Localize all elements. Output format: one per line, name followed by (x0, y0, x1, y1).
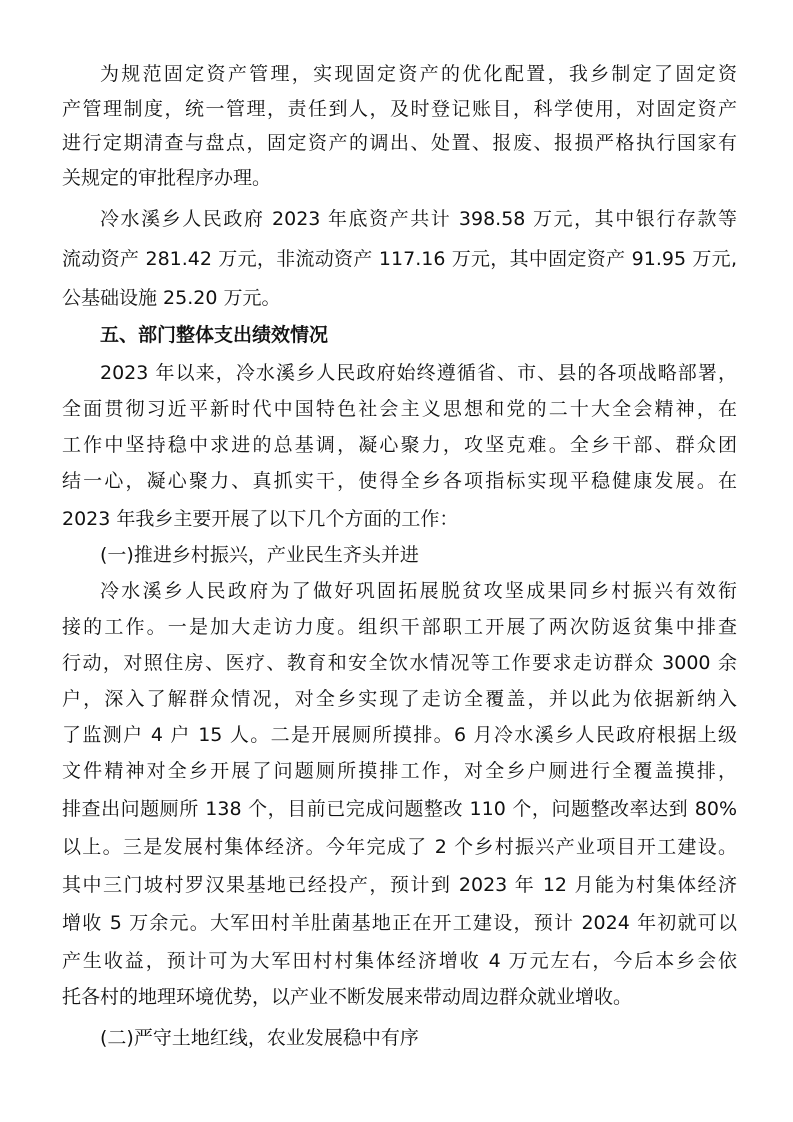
paragraph-line: 进行定期清查与盘点，固定资产的调出、处置、报废、报损严格执行国家有 (62, 132, 737, 154)
subsection-heading: (二)严守土地红线，农业发展稳中有序 (100, 1027, 419, 1049)
paragraph-line: 2023 年我乡主要开展了以下几个方面的工作： (62, 508, 459, 530)
paragraph-line: 流动资产 281.42 万元，非流动资产 117.16 万元，其中固定资产 91.95 万元, (62, 248, 737, 270)
paragraph-line: 以上。三是发展村集体经济。今年完成了 2 个乡村振兴产业项目开工建设。 (62, 836, 737, 858)
paragraph-line: 其中三门坡村罗汉果基地已经投产，预计到 2023 年 12 月能为村集体经济 (62, 874, 737, 896)
paragraph-line: 为规范固定资产管理，实现固定资产的优化配置，我乡制定了固定资 (100, 63, 737, 85)
paragraph-line: 关规定的审批程序办理。 (62, 167, 272, 189)
paragraph-line: 行动，对照住房、医疗、教育和安全饮水情况等工作要求走访群众 3000 余 (62, 652, 737, 674)
paragraph-line: 产生收益，预计可为大军田村村集体经济增收 4 万元左右，今后本乡会依 (62, 950, 737, 972)
subsection-heading: (一)推进乡村振兴，产业民生齐头并进 (100, 544, 419, 566)
paragraph-line: 产管理制度，统一管理，责任到人，及时登记账目，科学使用，对固定资产 (62, 98, 737, 120)
paragraph-line: 托各村的地理环境优势，以产业不断发展来带动周边群众就业增收。 (62, 986, 633, 1008)
paragraph-line: 公基础设施 25.20 万元。 (62, 287, 281, 309)
paragraph-line: 2023 年以来，冷水溪乡人民政府始终遵循省、市、县的各项战略部署， (100, 362, 737, 384)
paragraph-line: 了监测户 4 户 15 人。二是开展厕所摸排。6 月冷水溪乡人民政府根据上级 (62, 724, 737, 746)
section-heading: 五、部门整体支出绩效情况 (100, 324, 329, 346)
paragraph-line: 户，深入了解群众情况，对全乡实现了走访全覆盖，并以此为依据新纳入 (62, 688, 737, 710)
paragraph-line: 结一心，凝心聚力、真抓实干，使得全乡各项指标实现平稳健康发展。在 (62, 470, 737, 492)
paragraph-line: 接的工作。一是加大走访力度。组织干部职工开展了两次防返贫集中排查 (62, 616, 737, 638)
paragraph-line: 文件精神对全乡开展了问题厕所摸排工作，对全乡户厕进行全覆盖摸排， (62, 760, 737, 782)
paragraph-line: 工作中坚持稳中求进的总基调，凝心聚力，攻坚克难。全乡干部、群众团 (62, 434, 737, 456)
paragraph-line: 冷水溪乡人民政府为了做好巩固拓展脱贫攻坚成果同乡村振兴有效衔 (100, 580, 737, 602)
paragraph-line: 冷水溪乡人民政府 2023 年底资产共计 398.58 万元，其中银行存款等 (100, 208, 737, 230)
paragraph-line: 增收 5 万余元。大军田村羊肚菌基地正在开工建设，预计 2024 年初就可以 (62, 912, 737, 934)
paragraph-line: 全面贯彻习近平新时代中国特色社会主义思想和党的二十大全会精神，在 (62, 398, 737, 420)
paragraph-line: 排查出问题厕所 138 个，目前已完成问题整改 110 个，问题整改率达到 80% (62, 798, 737, 820)
